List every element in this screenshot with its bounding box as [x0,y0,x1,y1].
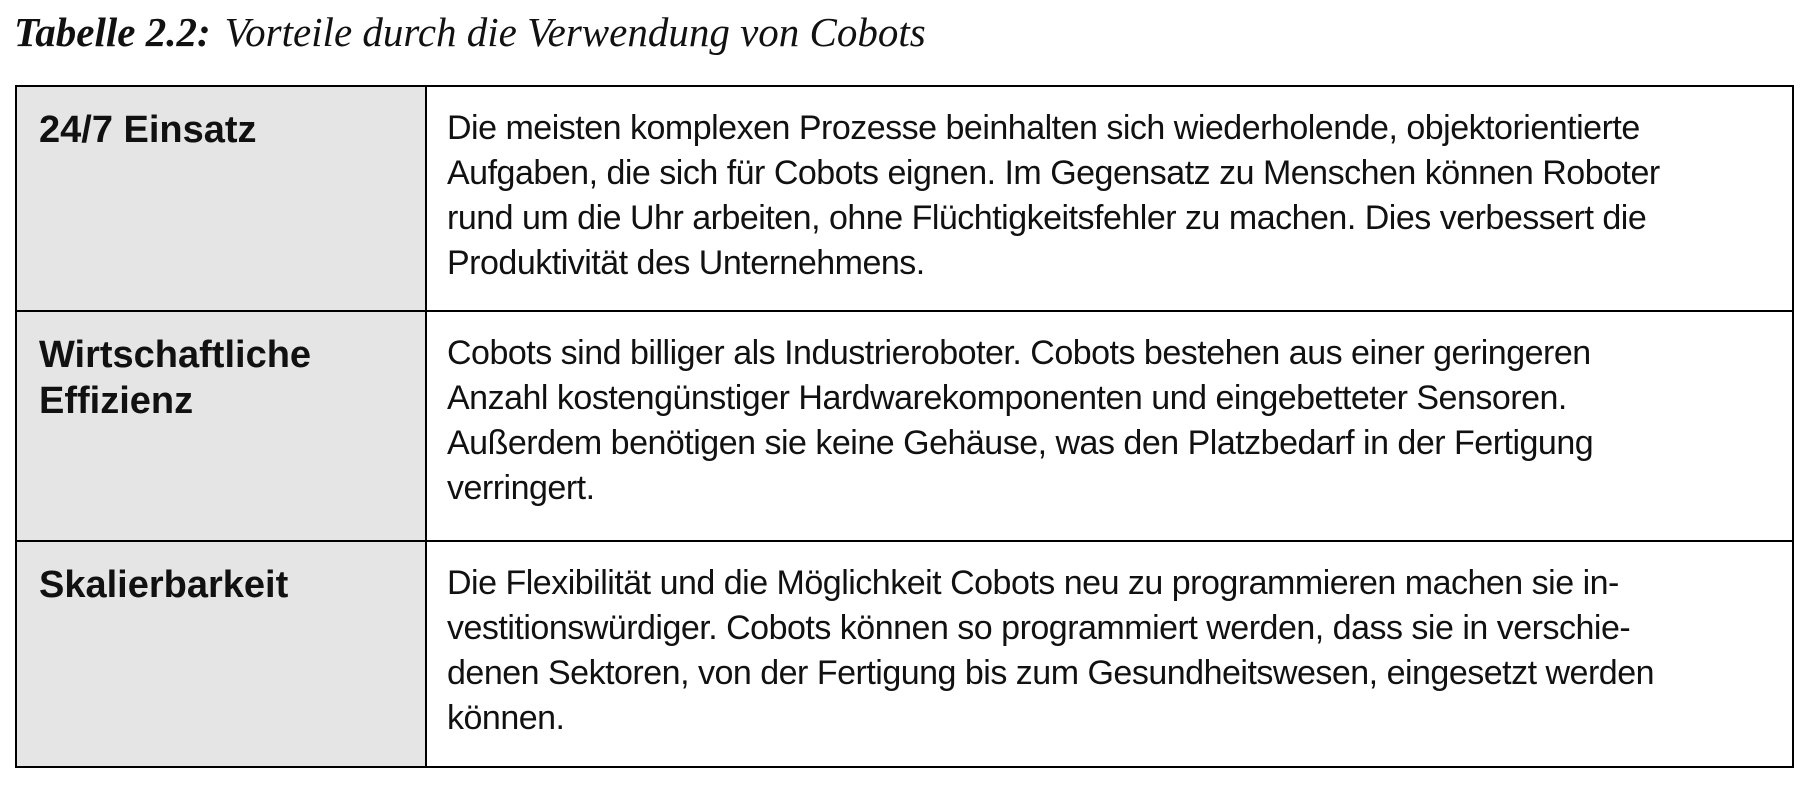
description-line: Die meisten komplexen Prozesse beinhalten sich wiederholende, objektorientierte [447,109,1640,147]
table-row [16,541,1793,767]
caption-title: Vorteile durch die Verwendung von Cobots [224,9,926,55]
description-line: vestitionswürdiger. Cobots können so programmiert werden, dass sie in verschie- [447,609,1631,647]
table-caption [14,8,926,56]
description-line: denen Sektoren, von der Fertigung bis zum Gesundheitswesen, eingesetzt werden [447,654,1655,692]
description-line: Außerdem benötigen sie keine Gehäuse, was den Platzbedarf in der Fertigung [447,424,1594,462]
term-cell [16,86,426,311]
term-label: Wirtschaftliche [39,334,312,376]
term-cell [16,311,426,541]
description-line: verringert. [447,469,595,507]
description-cell [426,311,1793,541]
description-line: Produktivität des Unternehmens. [447,244,925,282]
description-line: rund um die Uhr arbeiten, ohne Flüchtigkeitsfehler zu machen. Dies verbessert die [447,199,1647,237]
description-line: Aufgaben, die sich für Cobots eignen. Im Gegensatz zu Menschen können Roboter [447,154,1660,192]
description-line: Die Flexibilität und die Möglichkeit Cobots neu zu programmieren machen sie in- [447,564,1619,602]
term-label: 24/7 Einsatz [39,109,257,151]
description-cell [426,86,1793,311]
table-row [16,86,1793,311]
term-label: Effizienz [39,380,194,422]
description-line: können. [447,699,565,737]
description-cell [426,541,1793,767]
description-line: Cobots sind billiger als Industrieroboter. Cobots bestehen aus einer geringeren [447,334,1591,372]
table-row [16,311,1793,541]
advantages-table [15,85,1794,768]
description-line: Anzahl kostengünstiger Hardwarekomponenten und eingebetteter Sensoren. [447,379,1567,417]
caption-label: Tabelle 2.2: [14,9,211,55]
term-cell [16,541,426,767]
term-label: Skalierbarkeit [39,564,289,606]
